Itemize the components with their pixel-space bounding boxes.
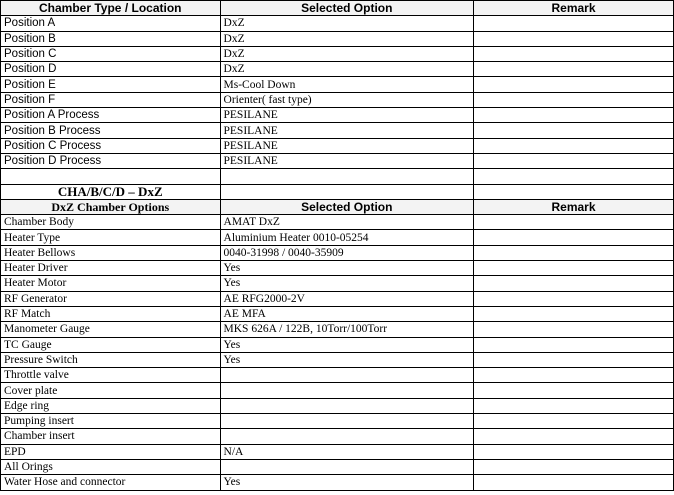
row-option: Yes [220, 475, 474, 490]
header-selected-option: Selected Option [220, 1, 474, 16]
row-label: Position B Process [1, 123, 221, 138]
table-row [1, 261, 674, 276]
row-option: DxZ [220, 46, 474, 61]
row-label: Chamber Body [1, 215, 221, 230]
table-row [1, 459, 674, 474]
table-row [1, 414, 674, 429]
table-row [1, 429, 674, 444]
table-row [1, 475, 674, 490]
row-option: 0040-31998 / 0040-35909 [220, 245, 474, 260]
table-row [1, 337, 674, 352]
row-label: Edge ring [1, 398, 221, 413]
row-option [220, 368, 474, 383]
table-row [1, 108, 674, 123]
row-option: DxZ [220, 62, 474, 77]
section-empty-cell [220, 184, 474, 199]
row-option: Yes [220, 261, 474, 276]
row-option [220, 398, 474, 413]
header-remark: Remark [474, 1, 674, 16]
row-remark [474, 444, 674, 459]
row-label: Pumping insert [1, 414, 221, 429]
spacer-cell [220, 169, 474, 184]
row-label: Position D Process [1, 153, 221, 168]
row-label: Position D [1, 62, 221, 77]
row-remark [474, 46, 674, 61]
table-row [1, 215, 674, 230]
row-label: Position C [1, 46, 221, 61]
row-label: Position F [1, 92, 221, 107]
row-remark [474, 215, 674, 230]
row-remark [474, 138, 674, 153]
row-remark [474, 475, 674, 490]
spacer-row [1, 169, 674, 184]
row-remark [474, 153, 674, 168]
row-remark [474, 16, 674, 31]
row-label: RF Match [1, 306, 221, 321]
row-label: Heater Type [1, 230, 221, 245]
row-label: All Orings [1, 459, 221, 474]
row-option: PESILANE [220, 108, 474, 123]
row-option: DxZ [220, 16, 474, 31]
row-option: DxZ [220, 31, 474, 46]
row-remark [474, 368, 674, 383]
row-label: Heater Motor [1, 276, 221, 291]
row-option: Yes [220, 276, 474, 291]
row-label: Manometer Gauge [1, 322, 221, 337]
row-option: Yes [220, 352, 474, 367]
table-row [1, 62, 674, 77]
table1-header-row [1, 1, 674, 16]
table-row [1, 444, 674, 459]
row-label: Water Hose and connector [1, 475, 221, 490]
table-row [1, 352, 674, 367]
row-option: Yes [220, 337, 474, 352]
row-label: Heater Bellows [1, 245, 221, 260]
row-option: Orienter( fast type) [220, 92, 474, 107]
row-option: Ms-Cool Down [220, 77, 474, 92]
row-option: PESILANE [220, 153, 474, 168]
section-title: CHA/B/C/D – DxZ [1, 184, 221, 199]
row-label: Position B [1, 31, 221, 46]
header-remark: Remark [474, 199, 674, 214]
spacer-cell [474, 169, 674, 184]
row-remark [474, 306, 674, 321]
table-row [1, 398, 674, 413]
table-row [1, 291, 674, 306]
row-option: MKS 626A / 122B, 10Torr/100Torr [220, 322, 474, 337]
row-option [220, 383, 474, 398]
row-remark [474, 77, 674, 92]
row-remark [474, 398, 674, 413]
row-label: Position A Process [1, 108, 221, 123]
row-option: AMAT DxZ [220, 215, 474, 230]
row-remark [474, 414, 674, 429]
header-chamber-type: Chamber Type / Location [1, 1, 221, 16]
row-remark [474, 352, 674, 367]
row-label: Position E [1, 77, 221, 92]
row-remark [474, 337, 674, 352]
table-row [1, 92, 674, 107]
row-remark [474, 322, 674, 337]
row-label: Throttle valve [1, 368, 221, 383]
row-label: Heater Driver [1, 261, 221, 276]
row-label: Position C Process [1, 138, 221, 153]
row-remark [474, 429, 674, 444]
header-selected-option: Selected Option [220, 199, 474, 214]
row-label: TC Gauge [1, 337, 221, 352]
section-empty-cell [474, 184, 674, 199]
row-remark [474, 245, 674, 260]
table-row [1, 245, 674, 260]
row-remark [474, 108, 674, 123]
row-option: AE MFA [220, 306, 474, 321]
row-remark [474, 31, 674, 46]
table-row [1, 77, 674, 92]
row-option [220, 459, 474, 474]
row-label: Chamber insert [1, 429, 221, 444]
table-row [1, 322, 674, 337]
row-option [220, 429, 474, 444]
table-row [1, 383, 674, 398]
row-label: RF Generator [1, 291, 221, 306]
row-label: EPD [1, 444, 221, 459]
section-title-row [1, 184, 674, 199]
row-remark [474, 62, 674, 77]
row-label: Cover plate [1, 383, 221, 398]
table-row [1, 368, 674, 383]
row-option: Aluminium Heater 0010-05254 [220, 230, 474, 245]
row-option: PESILANE [220, 123, 474, 138]
row-remark [474, 291, 674, 306]
row-label: Pressure Switch [1, 352, 221, 367]
table-row [1, 306, 674, 321]
table-row [1, 123, 674, 138]
row-remark [474, 123, 674, 138]
table-row [1, 153, 674, 168]
row-option: PESILANE [220, 138, 474, 153]
row-remark [474, 383, 674, 398]
row-option: N/A [220, 444, 474, 459]
table-row [1, 16, 674, 31]
table-row [1, 46, 674, 61]
header-dxz-options: DxZ Chamber Options [1, 199, 221, 214]
row-remark [474, 230, 674, 245]
row-remark [474, 92, 674, 107]
spacer-cell [1, 169, 221, 184]
row-remark [474, 459, 674, 474]
table2-header-row [1, 199, 674, 214]
row-remark [474, 261, 674, 276]
row-option [220, 414, 474, 429]
row-remark [474, 276, 674, 291]
table-row [1, 31, 674, 46]
table-row [1, 276, 674, 291]
table-row [1, 230, 674, 245]
row-label: Position A [1, 16, 221, 31]
table-row [1, 138, 674, 153]
row-option: AE RFG2000-2V [220, 291, 474, 306]
